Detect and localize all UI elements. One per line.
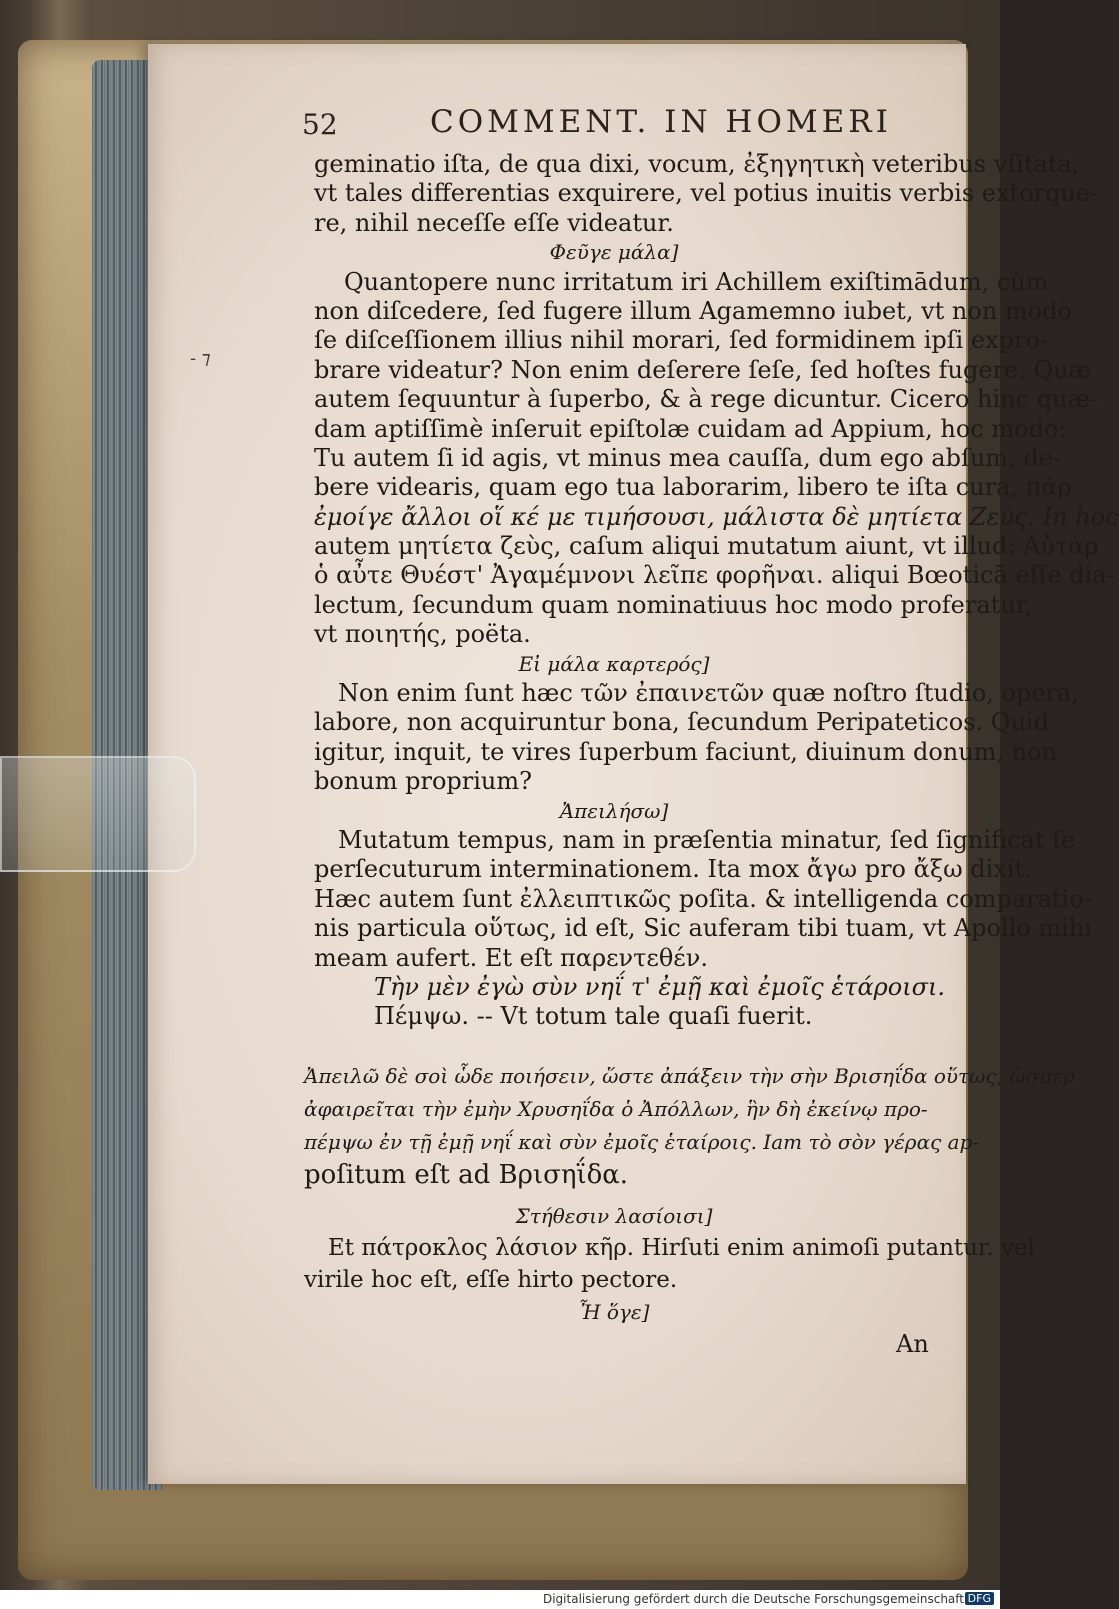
text-line: Tu autem ſi id agis, vt minus mea cauſſa, dum ego abſum, de-: [314, 443, 1061, 472]
text-line: poſitum eſt ad Βρισηΐδα.: [304, 1160, 629, 1190]
text-line: Non enim ſunt hæc τῶν ἐπαινετῶν quæ noſtro ſtudio, opera,: [338, 679, 1079, 708]
text-line: meam aufert. Et eſt παρεντεθέν.: [314, 943, 708, 972]
lemma-heading: Εἰ μάλα καρτερός]: [518, 651, 710, 676]
text-line: ἀφαιρεῖται τὴν ἐμὴν Χρυσηΐδα ὁ Ἀπόλλων, ἣν δὴ ἐκείνῳ προ-: [304, 1097, 928, 1121]
catchword: An: [896, 1330, 929, 1358]
text-line: re, nihil neceſſe eſſe videatur.: [314, 208, 674, 237]
text-line: nis particula οὕτως, id eſt, Sic auferam tibi tuam, vt Apollo mihi: [314, 914, 1092, 943]
verse-line: Πέμψω. -- Vt totum tale quaſi fuerit.: [374, 1002, 813, 1031]
text-line: ἐμοίγε ἄλλοι οἵ κέ με τιμήσουσι, μάλιστα δὲ μητίετα Ζεύς. In hoc: [314, 502, 1119, 531]
ink-mark: - ⁊: [190, 348, 211, 369]
text-line: dam aptiſſimè inſeruit epiſtolæ cuidam ad Appium, hoc modo:: [314, 414, 1067, 443]
body-text-end: [304, 1200, 1035, 1328]
text-line: Ἀπειλῶ δὲ σοὶ ὧδε ποιήσειν, ὥστε ἀπάξειν τὴν σὴν Βρισηΐδα οὕτως, ὥσπερ: [304, 1064, 1075, 1088]
page-header: [302, 104, 942, 144]
greek-paraphrase: [304, 1060, 1075, 1192]
text-line: perſecuturum interminationem. Ita mox ἄγω pro ἄξω dixit.: [314, 855, 1032, 884]
text-line: lectum, ſecundum quam nominatiuus hoc modo proferatur,: [314, 590, 1033, 619]
text-line: bere videaris, quam ego tua laborarim, libero te iſta cura, πάρ: [314, 473, 1072, 502]
footer-bar: [0, 1590, 1000, 1609]
running-title: COMMENT. IN HOMERI: [430, 104, 892, 140]
text-line: Hæc autem ſunt ἐλλειπτικῶς poſita. & intelligenda comparatio-: [314, 884, 1092, 913]
text-line: geminatio iſta, de qua dixi, vocum, ἐξηγητικὴ veteribus vſitata,: [314, 150, 1080, 178]
text-line: virile hoc eſt, eſſe hirto pectore.: [304, 1267, 678, 1293]
text-line: non diſcedere, ſed fugere illum Agamemno iubet, vt non modò: [314, 296, 1072, 325]
dfg-logo: DFG: [965, 1592, 994, 1605]
verse-line: Τὴν μὲν ἐγὼ σὺν νηΐ τ' ἐμῇ καὶ ἐμοῖς ἑτάροισι.: [374, 972, 946, 1001]
body-text: [314, 150, 1119, 1032]
text-line: bonum proprium?: [314, 767, 532, 796]
text-line: autem ſequuntur à ſuperbo, & à rege dicuntur. Cicero hinc quæ-: [314, 385, 1099, 414]
page-number: 52: [302, 108, 338, 141]
text-line: autem μητίετα ζεὺς, caſum aliqui mutatum aiunt, vt illud: Αὐτὰρ: [314, 532, 1099, 561]
lemma-heading: Φεῦγε μάλα]: [549, 240, 679, 265]
page-clip: [0, 756, 196, 872]
text-line: ὁ αὖτε Θυέστ' Ἀγαμέμνονι λεῖπε φορῆναι. aliqui Bœoticā eſſe dia-: [314, 561, 1115, 590]
text-line: Quantopere nunc irritatum iri Achillem exiſtimādum, cùm: [344, 267, 1049, 296]
text-line: Mutatum tempus, nam in præſentia minatur, ſed ſignificat ſe: [338, 825, 1076, 854]
text-line: πέμψω ἐν τῇ ἐμῇ νηΐ καὶ σὺν ἐμοῖς ἑταίροις. Iam τὸ σὸν γέρας ap-: [304, 1130, 980, 1154]
footer-credit: Digitalisierung gefördert durch die Deutsche Forschungsgemeinschaft: [542, 1592, 964, 1606]
text-line: Et πάτροκλος λάσιον κῆρ. Hirſuti enim animoſi putantur. vel: [328, 1235, 1036, 1261]
text-line: ſe diſceſſionem illius nihil morari, ſed formidinem ipſi expro-: [314, 326, 1049, 355]
text-line: labore, non acquiruntur bona, ſecundum Peripateticos. Quid: [314, 708, 1049, 737]
text-line: brare videatur? Non enim deſerere ſeſe, ſed hoſtes fugere. Quæ: [314, 355, 1092, 384]
text-line: vt tales differentias exquirere, vel potius inuitis verbis extorque-: [314, 179, 1099, 208]
text-line: igitur, inquit, te vires ſuperbum faciunt, diuinum donum, non: [314, 737, 1058, 766]
text-line: vt ποιητής, poëta.: [314, 620, 531, 649]
lemma-heading: Ἦ ὅγε]: [578, 1300, 650, 1324]
lemma-heading: Στήθεσιν λασίοισι]: [515, 1204, 713, 1228]
lemma-heading: Ἀπειλήσω]: [559, 798, 669, 823]
